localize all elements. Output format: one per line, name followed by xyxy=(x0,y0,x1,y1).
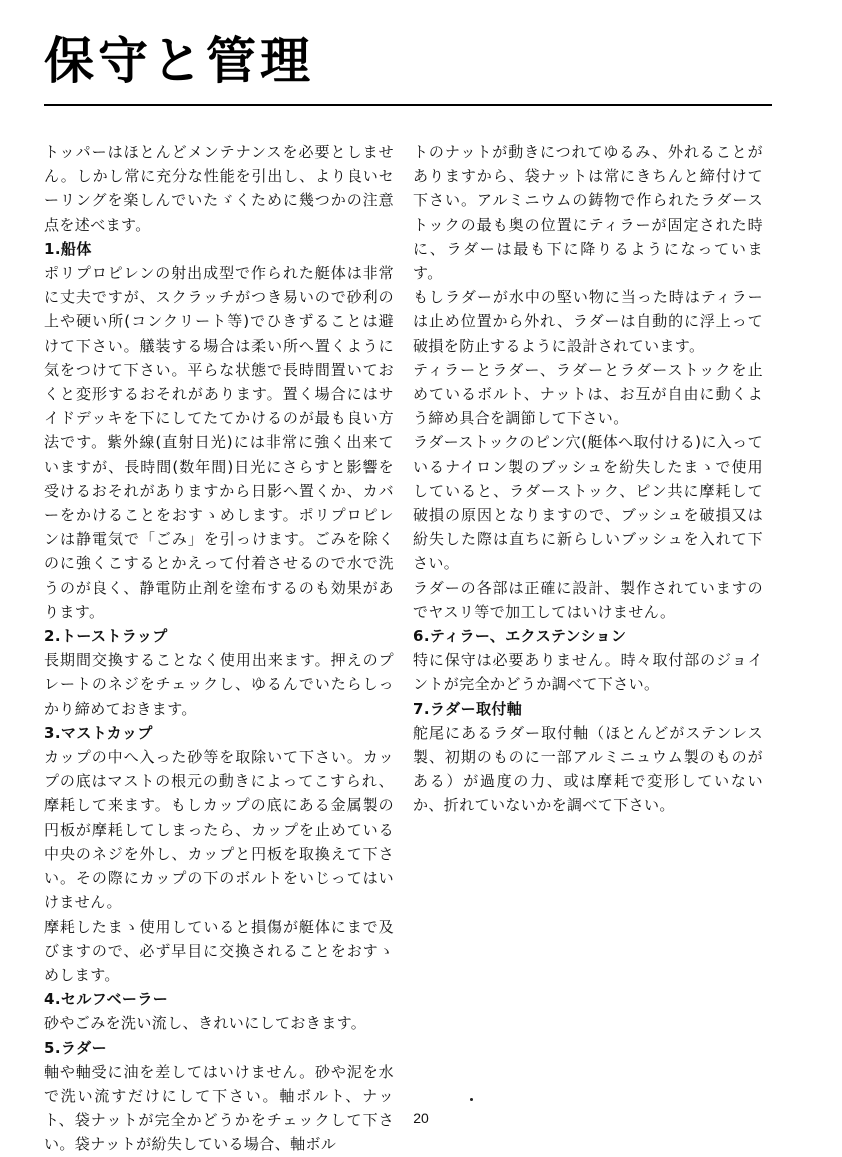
title-underline xyxy=(44,104,772,106)
tiller-paragraph: 特に保守は必要ありません。時々取付部のジョイントが完全かどうか調べて下さい。 xyxy=(413,651,763,694)
rudder-paragraph: 軸や軸受に油を差してはいけません。砂や泥を水で洗い流すだけにして下さい。軸ボルト、ナット、袋ナットが完全かどうかをチェックして下さい。袋ナットが紛失している場合、軸ボル xyxy=(44,1062,394,1154)
rudder-paragraph-5: ラダーの各部は正確に設計、製作されていますのでヤスリ等で加工してはいけません。 xyxy=(413,578,763,621)
section-heading-toe-strap: 2.トーストラップ xyxy=(44,627,168,646)
hull-paragraph: ポリプロピレンの射出成型で作られた艇体は非常に丈夫ですが、スクラッチがつき易いので砂利の上や硬い所(コンクリート等)でひきずることは避けて下さい。艤装する場合は柔い所へ置くように気をつけて下さい。平らな状態で長時間置いておくと変形するおそれがあります。置く場合にはサイドデッキを下にしてたてかけるのが最も良い方法です。紫外線(直射日光)には非常に強く出来ていますが、長時間(数年間)日光にさらすと影響を受けるおそれがありますから日影へ置くか、カバーをかけることをおすゝめします。ポリプロピレンは静電気で「ごみ」を引っけます。ごみを除くのに強くこするとかえって付着させるので水で洗うのが良く、静電防止剤を塗布するのも効果があります。 xyxy=(44,264,394,621)
rudder-pintle-paragraph: 舵尾にあるラダー取付軸（ほとんどがステンレス製、初期のものに一部アルミニュウム製のものがある）が過度の力、或は摩耗で変形していないか、折れていないかを調べて下さい。 xyxy=(413,723,763,815)
toe-strap-paragraph: 長期間交換することなく使用出来ます。押えのプレートのネジをチェックし、ゆるんでいたらしっかり締めておきます。 xyxy=(44,651,394,718)
section-heading-rudder: 5.ラダー xyxy=(44,1038,107,1057)
section-heading-tiller: 6.ティラー、エクステンション xyxy=(413,627,627,646)
rudder-paragraph-continued: トのナットが動きにつれてゆるみ、外れることがありますから、袋ナットは常にきちんと締付けて下さい。アルミニウムの鋳物で作られたラダーストックの最も奥の位置にティラーが固定された時に、ラダーは最も下に降りるようになっています。 xyxy=(413,143,763,283)
page-number: 20 xyxy=(413,1110,429,1126)
rudder-paragraph-3: ティラーとラダー、ラダーとラダーストックを止めているボルト、ナットは、お互が自由に動くよう締め具合を調節して下さい。 xyxy=(413,360,763,428)
right-column xyxy=(413,140,763,818)
page-title: 保守と管理 xyxy=(44,32,314,90)
left-column xyxy=(44,140,394,1157)
intro-paragraph: トッパーはほとんどメンテナンスを必要としません。しかし常に充分な性能を引出し、より良いセーリングを楽しんでいたゞくために幾つかの注意点を述べます。 xyxy=(44,143,394,234)
rudder-paragraph-2: もしラダーが水中の堅い物に当った時はティラーは止め位置から外れ、ラダーは自動的に浮上って破損を防止するように設計されています。 xyxy=(413,288,763,355)
self-bailer-paragraph: 砂やごみを洗い流し、きれいにしておきます。 xyxy=(44,1014,367,1033)
rudder-paragraph-4: ラダーストックのピン穴(艇体へ取付ける)に入っているナイロン製のブッシュを紛失したまゝで使用していると、ラダーストック、ピン共に摩耗して破損の原因となりますので、ブッシュを破損又は紛失した際は直ちに新らしいブッシュを入れて下さい。 xyxy=(413,433,763,573)
mast-cup-paragraph: カップの中へ入った砂等を取除いて下さい。カップの底はマストの根元の動きによってこすられ、摩耗して来ます。もしカップの底にある金属製の円板が摩耗してしまったら、カップを止めている中央のネジを外し、カップと円板を取換えて下さい。その際にカップの下のボルトをいじってはいけません。 xyxy=(44,748,394,912)
mast-cup-paragraph-2: 摩耗したまゝ使用していると損傷が艇体にまで及びますので、必ず早目に交換されることをおすゝめします。 xyxy=(44,917,394,984)
section-heading-mast-cup: 3.マストカップ xyxy=(44,723,153,742)
section-heading-rudder-pintle: 7.ラダー取付軸 xyxy=(413,699,523,718)
section-heading-self-bailer: 4.セルフベーラー xyxy=(44,990,169,1009)
section-heading-hull: 1.船体 xyxy=(44,239,92,258)
scan-speck xyxy=(470,1098,473,1101)
